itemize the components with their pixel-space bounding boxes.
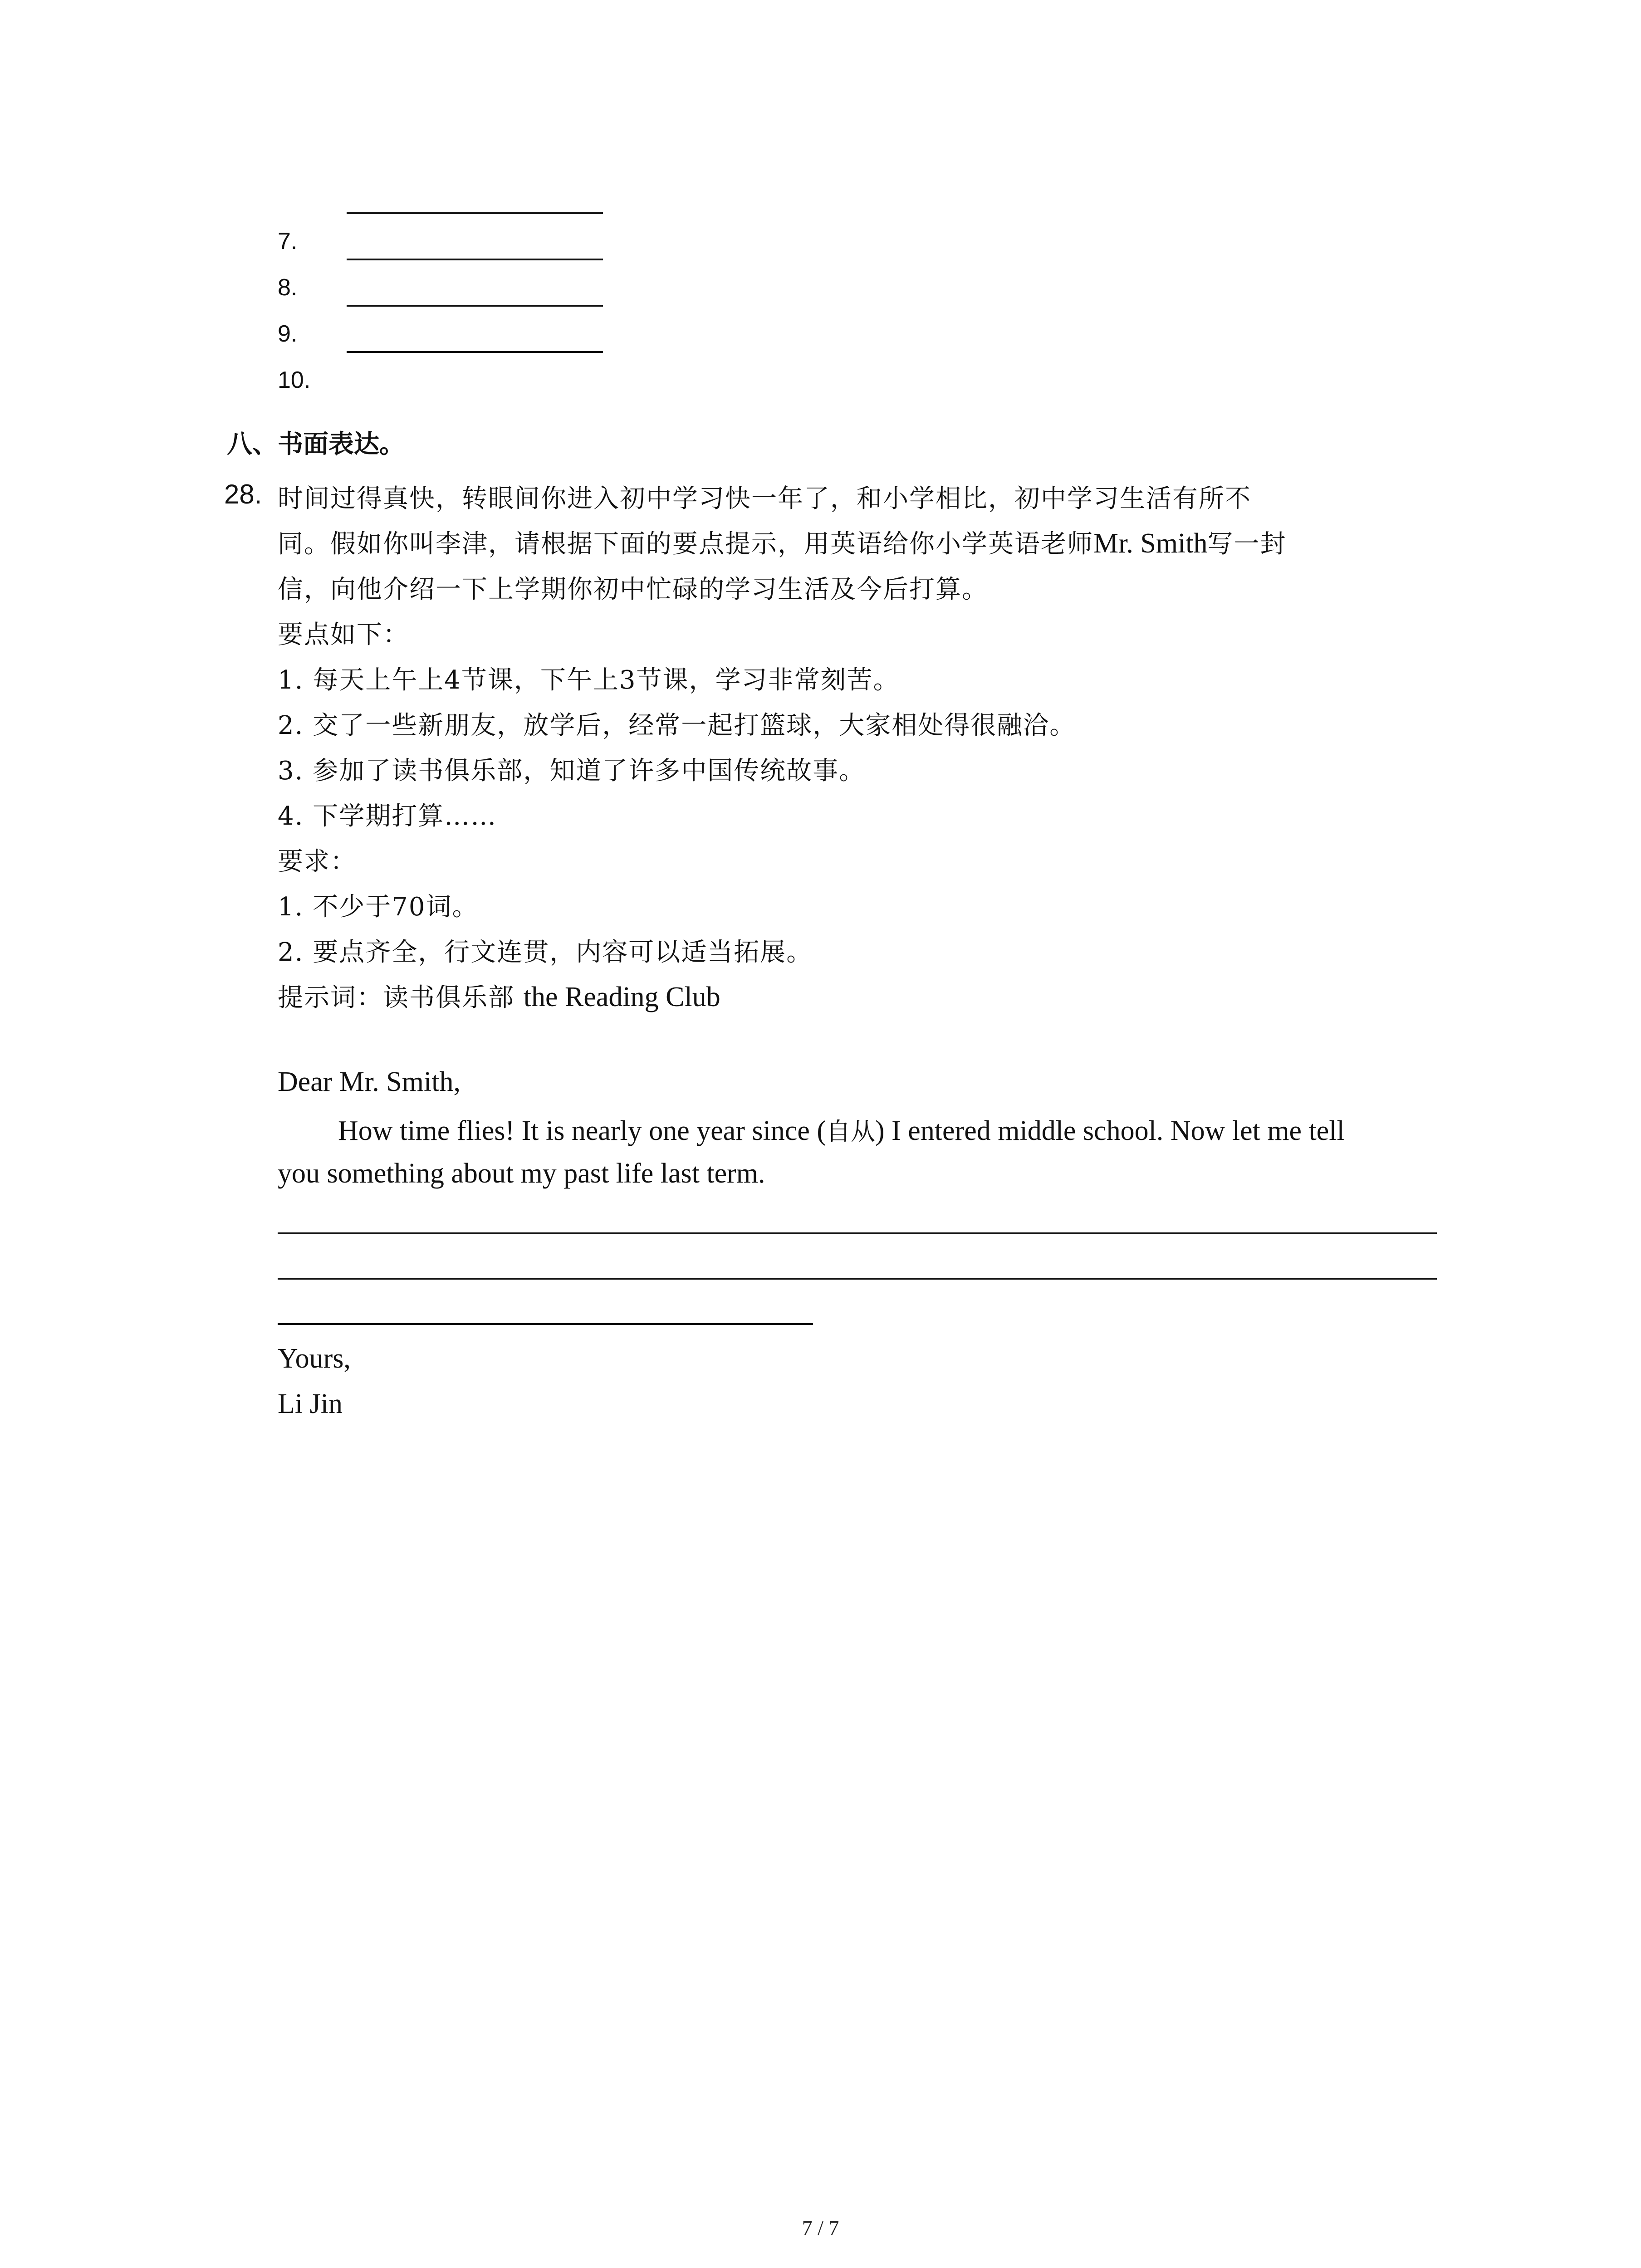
prompt-line: 时间过得真快，转眼间你进入初中学习快一年了，和小学相比，初中学习生活有所不: [278, 484, 1251, 513]
point-item: 1. 每天上午上4节课，下午上3节课，学习非常刻苦。: [278, 665, 900, 695]
point-item: 3. 参加了读书俱乐部，知道了许多中国传统故事。: [278, 756, 866, 786]
letter-text: How time flies! It is nearly one year since (: [338, 1115, 827, 1146]
section-heading: 八、书面表达。: [227, 429, 405, 459]
teacher-name: Mr. Smith: [1093, 528, 1208, 559]
answer-blank-row: [278, 218, 604, 263]
answer-blank-line[interactable]: [347, 351, 603, 353]
letter-salutation: Dear Mr. Smith,: [278, 1066, 460, 1097]
letter-signature: Li Jin: [278, 1388, 343, 1419]
hint-label: 提示词：读书俱乐部: [278, 983, 514, 1012]
prompt-line: 信，向他介绍一下上学期你初中忙碌的学习生活及今后打算。: [278, 575, 988, 604]
point-item: 4. 下学期打算……: [278, 802, 497, 831]
hint-line: [278, 978, 720, 1014]
letter-closing: Yours,: [278, 1343, 351, 1374]
requirement-item: 2. 要点齐全，行文连贯，内容可以适当拓展。: [278, 938, 813, 967]
answer-blank-row: [278, 310, 604, 356]
answer-blank-number: 10.: [278, 367, 311, 393]
answer-blank-row: [278, 357, 604, 402]
prompt-text: 写一封: [1207, 529, 1287, 559]
answer-blank-line[interactable]: [347, 305, 603, 307]
answer-blank-line[interactable]: [347, 259, 603, 260]
answer-blank-number: 7.: [278, 228, 298, 254]
requirement-item: 1. 不少于70词。: [278, 892, 479, 922]
point-item: 2. 交了一些新朋友，放学后，经常一起打篮球，大家相处得很融洽。: [278, 711, 1076, 740]
letter-body-line: [338, 1112, 1345, 1147]
hint-term: the Reading Club: [523, 982, 720, 1012]
points-heading: 要点如下：: [278, 620, 409, 650]
letter-body-line: you something about my past life last term.: [278, 1158, 765, 1189]
requirements-heading: 要求：: [278, 847, 357, 876]
page-number: 7 / 7: [802, 2216, 839, 2239]
answer-blank-number: 9.: [278, 321, 298, 347]
question-number: 28.: [224, 479, 262, 509]
answer-blank-row: [278, 264, 604, 309]
answer-blank-number: 8.: [278, 274, 298, 301]
letter-text-cn: 自从: [826, 1117, 876, 1146]
answer-blank-line[interactable]: [347, 212, 603, 214]
writing-line[interactable]: [278, 1323, 813, 1325]
writing-line[interactable]: [278, 1232, 1437, 1234]
writing-line[interactable]: [278, 1278, 1437, 1280]
letter-text: ) I entered middle school. Now let me tell: [875, 1115, 1345, 1146]
prompt-text: 同。假如你叫李津，请根据下面的要点提示，用英语给你小学英语老师: [278, 529, 1093, 559]
prompt-line: [278, 524, 1287, 560]
